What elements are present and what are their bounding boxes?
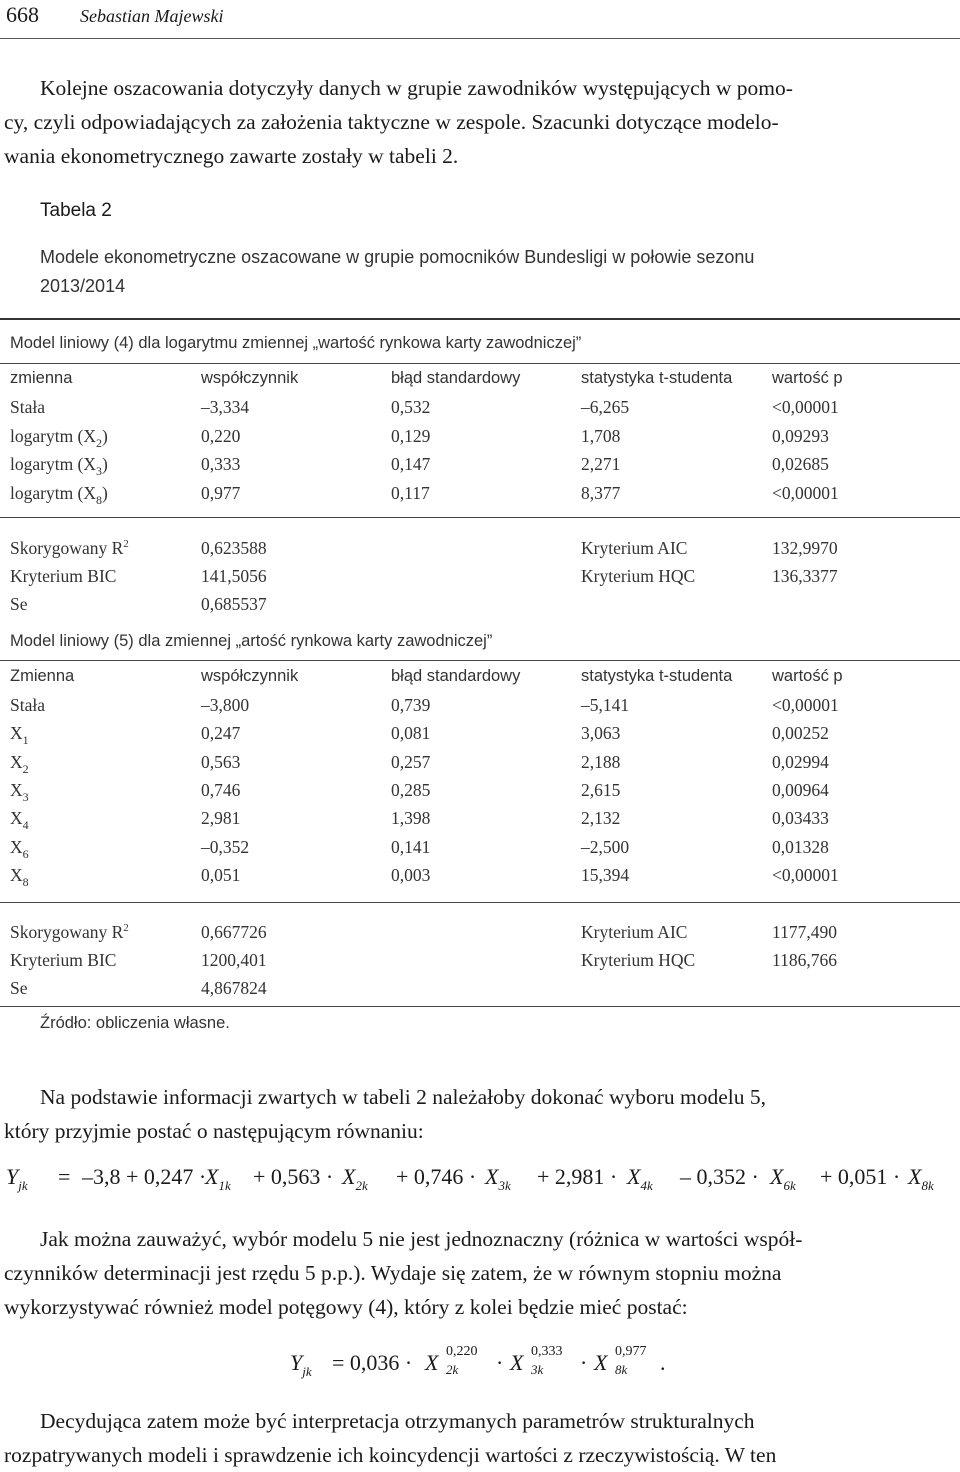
model4-rows-rule [0,517,960,518]
col-header-std-error: błąd standardowy [391,369,521,387]
eq1-x4-sub: 4k [640,1178,653,1193]
eq2-equals: = 0,036 · [332,1350,413,1375]
col-header-variable-2: Zmienna [10,667,75,685]
para3-line-2: czynników determinacji jest rzędu 5 p.p.). Wydaje się zatem, że w równym stopniu można [4,1261,782,1285]
eq2-x8-sup: 0,977 [615,1344,647,1359]
model5-variable-cell [10,779,29,804]
table-row [0,426,960,454]
model4-coefficient: 0,977 [201,482,241,503]
model5-coefficient: 0,051 [201,864,241,885]
bic-label: Kryterium BIC [10,566,117,586]
aic-label-2: Kryterium AIC [581,922,688,942]
model5-coefficient: –3,800 [201,695,250,715]
model5-p-value: 0,00252 [772,723,829,744]
model4-stats-row-1 [0,538,960,566]
model5-variable-subscript: 8 [22,874,29,889]
model4-variable-cell [10,425,108,450]
eq2-x2-sub: 2k [446,1362,459,1377]
model4-coefficient: 0,220 [201,425,241,446]
model5-coefficient: 0,247 [201,723,241,744]
model4-std-error: 0,129 [391,425,431,446]
eq2-x3-sub: 3k [531,1362,544,1377]
table-row [0,752,960,780]
table-row [0,397,960,425]
para2-line-2: który przyjmie postać o następującym równaniu: [4,1119,424,1143]
model5-coefficient: 0,563 [201,751,241,772]
adj-r2-label-2: Skorygowany R [10,922,124,942]
model5-coefficient: –0,352 [201,836,250,857]
table-row [0,808,960,836]
col-header-coefficient-2: współczynnik [201,667,299,685]
model5-t-stat: –2,500 [581,836,630,857]
model4-t-stat: 1,708 [581,425,621,446]
eq1-x8-sub: 8k [921,1178,934,1193]
eq2-x3-sup: 0,333 [531,1344,563,1359]
model5-variable-name: X [10,751,23,772]
table-row [0,780,960,808]
model5-coefficient: 0,746 [201,779,241,800]
table-row [0,695,960,723]
col-header-p-value: wartość p [772,369,843,387]
intro-paragraph [4,71,956,173]
eq2-x8-sub: 8k [615,1362,628,1377]
eq1-x8: X [908,1164,922,1189]
model5-p-value: 0,00964 [772,779,829,800]
adj-r2-value: 0,623588 [201,538,267,558]
model5-variable-cell [10,751,29,776]
table-caption-line-1: Modele ekonometryczne oszacowane w grupie pomocników Bundesligi w połowie sezonu [40,247,755,267]
model5-std-error: 0,257 [391,751,431,772]
se-label: Se [10,594,28,614]
model4-t-stat: 2,271 [581,454,621,474]
col-header-variable: zmienna [10,369,73,387]
model5-stats-row-2 [0,950,960,978]
eq2-x2-sup: 0,220 [446,1344,478,1359]
model4-p-value: 0,09293 [772,425,829,446]
model5-variable-cell [10,836,29,861]
eq1-term-3: + 2,981 · [537,1164,618,1189]
model5-variable-subscript: 6 [22,846,29,861]
intro-line-1: Kolejne oszacowania dotyczyły danych w grupie zawodników występujących w pomo- [40,76,793,100]
model5-std-error: 1,398 [391,808,431,829]
eq1-term-4: – 0,352 · [680,1164,759,1189]
model4-p-value: <0,00001 [772,482,839,503]
table-bottom-rule [0,1006,960,1007]
para4-line-1: Decydująca zatem może być interpretacja otrzymanych parametrów strukturalnych [40,1409,755,1433]
model5-t-stat: 3,063 [581,723,621,744]
adj-r2-value-2: 0,667726 [201,922,267,942]
eq2-dot-1: · [496,1350,504,1375]
model4-variable-cell [10,397,45,418]
model4-variable-subscript: 3 [96,464,103,478]
model4-variable-name: logarytm (X [10,425,97,446]
paragraph-4 [4,1404,956,1472]
model5-std-error: 0,739 [391,695,431,715]
hqc-value: 136,3377 [772,566,838,586]
eq1-x6: X [770,1164,784,1189]
model4-variable-close-paren: ) [102,482,108,503]
model5-variable-subscript: 1 [22,733,29,748]
aic-label: Kryterium AIC [581,538,688,558]
se-value: 0,685537 [201,594,267,614]
eq1-x1: X [205,1164,219,1189]
model5-variable-name: X [10,808,23,829]
page-number: 668 [6,2,39,27]
intro-line-2: cy, czyli odpowiadających za założenia taktyczne w zespole. Szacunki dotyczące modelo- [4,110,779,134]
header-rule [0,38,960,39]
adj-r2-sup-2: 2 [123,922,129,934]
model5-title: Model liniowy (5) dla zmiennej „artość rynkowa karty zawodniczej” [10,632,493,650]
model4-variable-subscript: 8 [96,492,103,507]
model4-t-stat: –6,265 [581,397,630,417]
eq2-x3: X [510,1350,524,1375]
model5-title-rule [0,660,960,661]
col-header-t-stat-2: statystyka t-studenta [581,667,733,685]
eq1-x2: X [342,1164,356,1189]
model4-t-stat: 8,377 [581,482,621,503]
bic-value-2: 1200,401 [201,950,267,970]
eq2-y-sub: jk [302,1364,312,1379]
table-caption [40,243,920,301]
model4-variable-close-paren: ) [102,454,108,474]
eq1-term-5: + 0,051 · [820,1164,901,1189]
model5-variable-subscript: 3 [22,789,29,804]
se-value-2: 4,867824 [201,978,267,998]
eq1-y: Y [6,1164,19,1189]
table-row [0,865,960,893]
para2-line-1: Na podstawie informacji zwartych w tabeli 2 należałoby dokonać wyboru modelu 5, [40,1085,766,1109]
eq1-x3-sub: 3k [498,1178,511,1193]
model5-t-stat: 15,394 [581,864,630,885]
para4-line-2: rozpatrywanych modeli i sprawdzenie ich koincydencji wartości z rzeczywistością. W ten [4,1443,777,1467]
model5-p-value: <0,00001 [772,695,839,715]
hqc-label-2: Kryterium HQC [581,950,696,970]
table-row [0,723,960,751]
aic-value: 132,9970 [772,538,838,558]
table-title: Tabela 2 [40,200,112,221]
model5-variable-cell [10,695,45,716]
table-caption-line-2: 2013/2014 [40,276,126,296]
model5-stats-row-3 [0,978,960,1006]
model5-std-error: 0,081 [391,723,431,744]
eq1-x2-sub: 2k [355,1178,368,1193]
model5-p-value: 0,01328 [772,836,829,857]
model5-std-error: 0,285 [391,779,431,800]
model4-title-rule [0,363,960,364]
model5-p-value: <0,00001 [772,864,839,885]
model4-std-error: 0,147 [391,454,431,474]
eq1-x6-sub: 6k [783,1178,796,1193]
bic-value: 141,5056 [201,566,267,586]
model5-p-value: 0,03433 [772,808,829,829]
author-name: Sebastian Majewski [80,6,224,26]
paragraph-3 [4,1222,956,1324]
table-row [0,837,960,865]
model4-std-error: 0,532 [391,397,431,417]
bic-label-2: Kryterium BIC [10,950,117,970]
model4-stats-row-3 [0,594,960,622]
eq1-term-0: –3,8 + 0,247 · [82,1164,207,1189]
table-source: Źródło: obliczenia własne. [40,1014,230,1032]
model5-rows-rule [0,902,960,903]
adj-r2-sup: 2 [123,538,129,550]
model4-p-value: <0,00001 [772,397,839,417]
eq1-x1-sub: 1k [218,1178,231,1193]
col-header-std-error-2: błąd standardowy [391,667,521,685]
eq1-y-sub: jk [18,1178,28,1193]
model5-variable-name: X [10,779,23,800]
model4-variable-close-paren: ) [102,425,108,446]
model5-variable-subscript: 4 [22,818,29,833]
model4-std-error: 0,117 [391,482,430,503]
model5-t-stat: 2,188 [581,751,621,772]
table-top-rule [0,318,960,320]
model4-header-row [0,369,960,397]
model5-std-error: 0,141 [391,836,431,857]
paragraph-2 [4,1080,956,1148]
eq1-term-1: + 0,563 · [253,1164,334,1189]
para3-line-1: Jak można zauważyć, wybór modelu 5 nie jest jednoznaczny (różnica w wartości współ- [40,1227,803,1251]
eq1-term-2: + 0,746 · [396,1164,477,1189]
model4-variable-subscript: 2 [96,435,103,450]
model4-title: Model liniowy (4) dla logarytmu zmiennej „wartość rynkowa karty zawodniczej” [10,334,582,352]
col-header-coefficient: współczynnik [201,369,299,387]
model4-variable-name: logarytm (X [10,482,97,503]
adj-r2-label: Skorygowany R [10,538,124,558]
model5-variable-subscript: 2 [22,761,29,776]
model5-variable-cell [10,723,29,748]
running-header [0,0,960,40]
table-row [0,454,960,482]
eq2-x8: X [594,1350,608,1375]
eq2-dot-2: · [580,1350,588,1375]
equation-model5 [0,1164,960,1204]
model5-variable-cell [10,808,29,833]
eq2-y: Y [290,1350,303,1375]
hqc-value-2: 1186,766 [772,950,837,970]
col-header-t-stat: statystyka t-studenta [581,369,733,387]
model4-coefficient: –3,334 [201,397,250,417]
model5-variable-name: X [10,723,23,744]
model5-p-value: 0,02994 [772,751,829,772]
intro-line-3: wania ekonometrycznego zawarte zostały w tabeli 2. [4,144,459,168]
table-row [0,483,960,511]
model5-variable-name: Stała [10,695,45,715]
model4-stats-row-2 [0,566,960,594]
aic-value-2: 1177,490 [772,922,837,942]
model4-p-value: 0,02685 [772,454,829,474]
model5-t-stat: –5,141 [581,695,630,715]
model5-variable-name: X [10,836,23,857]
eq2-x2: X [425,1350,439,1375]
para3-line-3: wykorzystywać również model potęgowy (4), który z kolei będzie mieć postać: [4,1295,688,1319]
eq1-equals: = [58,1164,71,1189]
model5-std-error: 0,003 [391,864,431,885]
model4-variable-cell [10,454,108,478]
model5-t-stat: 2,615 [581,779,621,800]
model4-coefficient: 0,333 [201,454,241,474]
equation-model4 [0,1344,960,1390]
hqc-label: Kryterium HQC [581,566,696,586]
model5-header-row [0,667,960,695]
col-header-p-value-2: wartość p [772,667,843,685]
model4-variable-name: Stała [10,397,45,417]
model5-stats-row-1 [0,922,960,950]
se-label-2: Se [10,978,28,998]
model5-variable-cell [10,864,29,889]
model4-variable-name: logarytm (X [10,454,97,474]
model5-variable-name: X [10,864,23,885]
model5-t-stat: 2,132 [581,808,621,829]
eq1-x3: X [485,1164,499,1189]
model5-coefficient: 2,981 [201,808,241,829]
model4-variable-cell [10,482,108,507]
eq2-end: . [660,1350,666,1375]
eq1-x4: X [627,1164,641,1189]
